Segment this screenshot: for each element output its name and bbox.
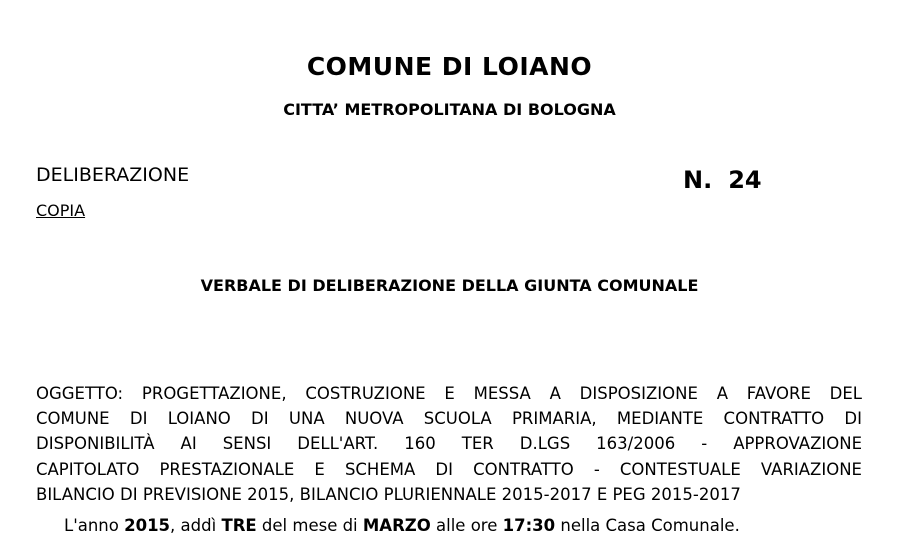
page-subtitle: CITTA’ METROPOLITANA DI BOLOGNA (283, 100, 616, 119)
oggetto-line: BILANCIO DI PREVISIONE 2015, BILANCIO PLURIENNALE 2015-2017 E PEG 2015-2017 (36, 484, 741, 504)
session-year: 2015 (124, 516, 171, 535)
session-day: TRE (221, 516, 257, 535)
session-month: MARZO (362, 516, 431, 535)
session-time: 17:30 (502, 516, 556, 535)
page-title: COMUNE DI LOIANO (306, 52, 593, 81)
oggetto-line: CAPITOLATO PRESTAZIONALE E SCHEMA DI CONTRATTO - CONTESTUALE VARIAZIONE (36, 459, 862, 479)
copia-label: COPIA (36, 201, 86, 220)
deliberazione-label: DELIBERAZIONE (36, 164, 190, 186)
session-text: alle ore (430, 516, 503, 535)
oggetto-line: DISPONIBILITÀ AI SENSI DELL'ART. 160 TER D.LGS 163/2006 - APPROVAZIONE (36, 434, 862, 454)
session-text: , addì (170, 516, 222, 535)
oggetto-paragraph (36, 381, 862, 507)
session-text: del mese di (256, 516, 363, 535)
number-label: N. (683, 166, 713, 194)
number-value: 24 (728, 166, 762, 194)
deliberation-number (683, 166, 762, 194)
session-line (64, 516, 740, 535)
oggetto-line: COMUNE DI LOIANO DI UNA NUOVA SCUOLA PRIMARIA, MEDIANTE CONTRATTO DI (36, 409, 862, 429)
session-text: nella Casa Comunale. (555, 516, 740, 535)
verbale-title: VERBALE DI DELIBERAZIONE DELLA GIUNTA COMUNALE (200, 276, 699, 295)
session-text: L'anno (64, 516, 125, 535)
oggetto-line: OGGETTO: PROGETTAZIONE, COSTRUZIONE E MESSA A DISPOSIZIONE A FAVORE DEL (36, 384, 862, 403)
